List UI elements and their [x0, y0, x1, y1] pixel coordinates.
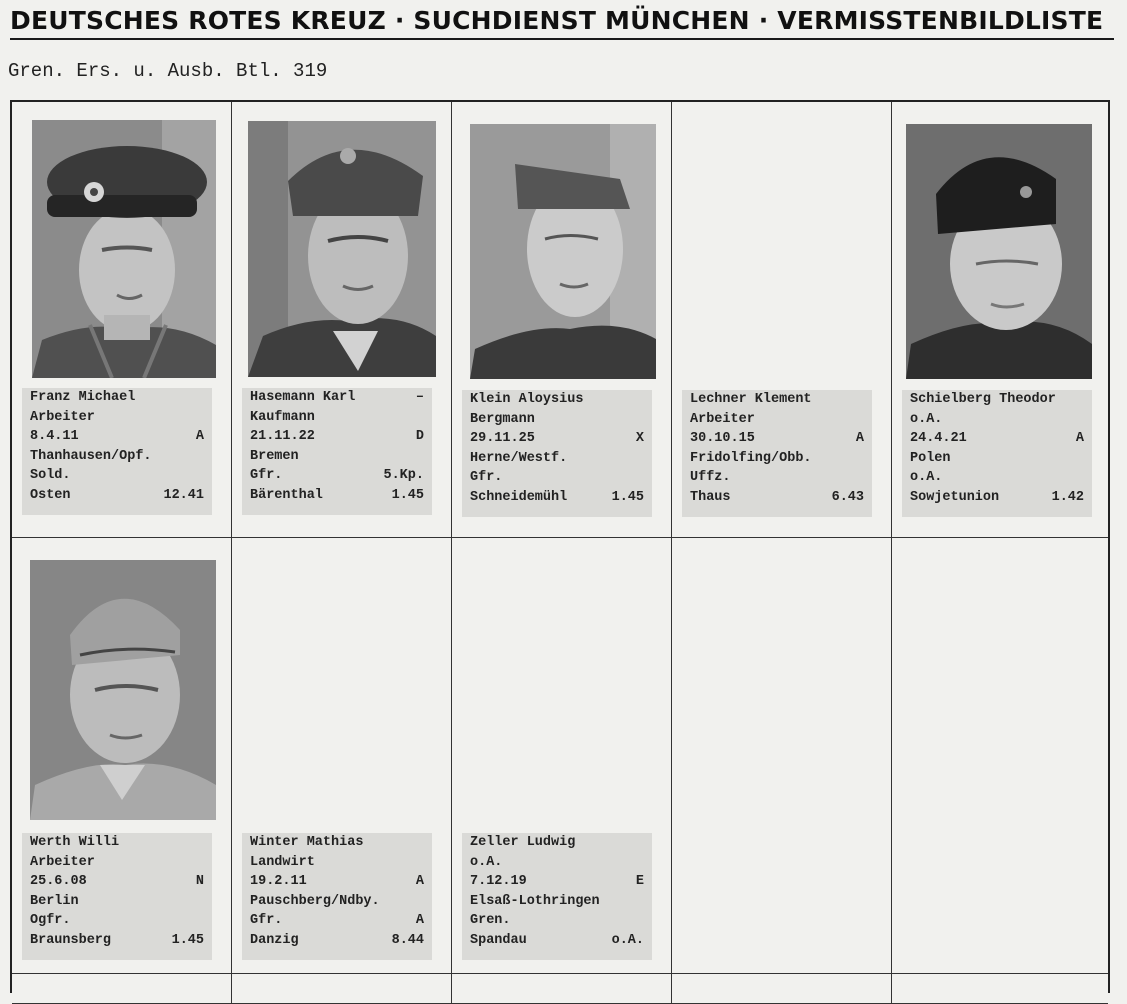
rank: Gfr. [250, 913, 283, 929]
birth-date: 19.2.11 [250, 874, 307, 890]
last-seen: Bärenthal [250, 487, 323, 503]
entry-card [232, 102, 452, 538]
unit-subtitle: Gren. Ers. u. Ausb. Btl. 319 [8, 60, 328, 82]
code: A [1075, 431, 1084, 447]
occupation: Bergmann [470, 411, 535, 427]
empty-card [12, 974, 232, 1004]
entry-card [892, 102, 1108, 538]
entry-info [22, 833, 212, 960]
missing-since: 1.45 [391, 487, 424, 503]
birth-date: 30.10.15 [690, 431, 755, 447]
entry-card [232, 538, 452, 974]
list-header [10, 6, 1114, 40]
entry-card [12, 538, 232, 974]
name: Schielberg Theodor [910, 392, 1056, 407]
birth-date: 21.11.22 [250, 429, 315, 445]
empty-card [672, 974, 892, 1004]
rank: Gfr. [250, 468, 283, 484]
code: A [855, 431, 864, 447]
last-seen: Schneidemühl [470, 489, 568, 505]
code: A [415, 874, 424, 890]
name: Zeller Ludwig [470, 835, 576, 850]
empty-card [232, 974, 452, 1004]
portrait-photo [30, 560, 216, 820]
code: X [635, 431, 644, 447]
last-seen: Thaus [690, 489, 731, 505]
missing-since: 12.41 [163, 487, 204, 503]
entry-info [462, 833, 652, 960]
missing-since: o.A. [611, 932, 644, 948]
entry-info [462, 390, 652, 517]
birthplace: Elsaß-Lothringen [470, 893, 600, 909]
rank: o.A. [910, 470, 943, 486]
rank: Sold. [30, 468, 71, 484]
portrait-photo [32, 120, 216, 378]
portrait-photo [248, 121, 436, 377]
name: Hasemann Karl [250, 390, 356, 405]
code: A [195, 429, 204, 445]
birth-date: 24.4.21 [910, 431, 967, 447]
entry-card [672, 102, 892, 538]
empty-card [892, 538, 1108, 974]
occupation: Arbeiter [690, 411, 755, 427]
code: N [195, 874, 204, 890]
occupation: o.A. [910, 411, 943, 427]
name: Werth Willi [30, 835, 120, 850]
name: Franz Michael [30, 390, 136, 405]
entry-card [452, 538, 672, 974]
rank: Gfr. [470, 470, 503, 486]
entry-info [242, 833, 432, 960]
last-seen: Spandau [470, 932, 527, 948]
birthplace: Polen [910, 450, 951, 466]
empty-card [452, 974, 672, 1004]
entry-info [242, 388, 432, 515]
empty-card [672, 538, 892, 974]
birth-date: 7.12.19 [470, 874, 527, 890]
unit: A [415, 913, 424, 929]
occupation: Arbeiter [30, 409, 95, 425]
missing-since: 6.43 [831, 489, 864, 505]
last-seen: Danzig [250, 932, 299, 948]
rank: Gren. [470, 913, 511, 929]
birth-date: 8.4.11 [30, 429, 79, 445]
birthplace: Fridolfing/Obb. [690, 450, 812, 466]
name-mark: – [415, 390, 424, 405]
rank: Ogfr. [30, 913, 71, 929]
entry-card [12, 102, 232, 538]
missing-since: 1.45 [171, 932, 204, 948]
code: D [415, 429, 424, 445]
portrait-photo [906, 124, 1092, 379]
entry-info [22, 388, 212, 515]
missing-since: 1.45 [611, 489, 644, 505]
last-seen: Osten [30, 487, 71, 503]
birthplace: Thanhausen/Opf. [30, 448, 152, 464]
birth-date: 29.11.25 [470, 431, 535, 447]
name: Winter Mathias [250, 835, 364, 850]
birth-date: 25.6.08 [30, 874, 87, 890]
photo-grid [10, 100, 1110, 993]
last-seen: Braunsberg [30, 932, 112, 948]
birthplace: Berlin [30, 893, 79, 909]
name: Klein Aloysius [470, 392, 584, 407]
birthplace: Pauschberg/Ndby. [250, 893, 380, 909]
page-title: DEUTSCHES ROTES KREUZ · SUCHDIENST MÜNCHEN · VERMISSTENBILDLISTE [10, 6, 1104, 35]
portrait-photo [470, 124, 656, 379]
occupation: Arbeiter [30, 854, 95, 870]
unit: 5.Kp. [383, 468, 424, 484]
last-seen: Sowjetunion [910, 489, 1000, 505]
missing-since: 1.42 [1051, 489, 1084, 505]
entry-card [452, 102, 672, 538]
entry-info [682, 390, 872, 517]
occupation: Landwirt [250, 854, 315, 870]
occupation: o.A. [470, 854, 503, 870]
missing-since: 8.44 [391, 932, 424, 948]
birthplace: Bremen [250, 448, 299, 464]
empty-card [892, 974, 1108, 1004]
birthplace: Herne/Westf. [470, 450, 568, 466]
entry-info [902, 390, 1092, 517]
name: Lechner Klement [690, 392, 812, 407]
code: E [635, 874, 644, 890]
occupation: Kaufmann [250, 409, 315, 425]
rank: Uffz. [690, 470, 731, 486]
